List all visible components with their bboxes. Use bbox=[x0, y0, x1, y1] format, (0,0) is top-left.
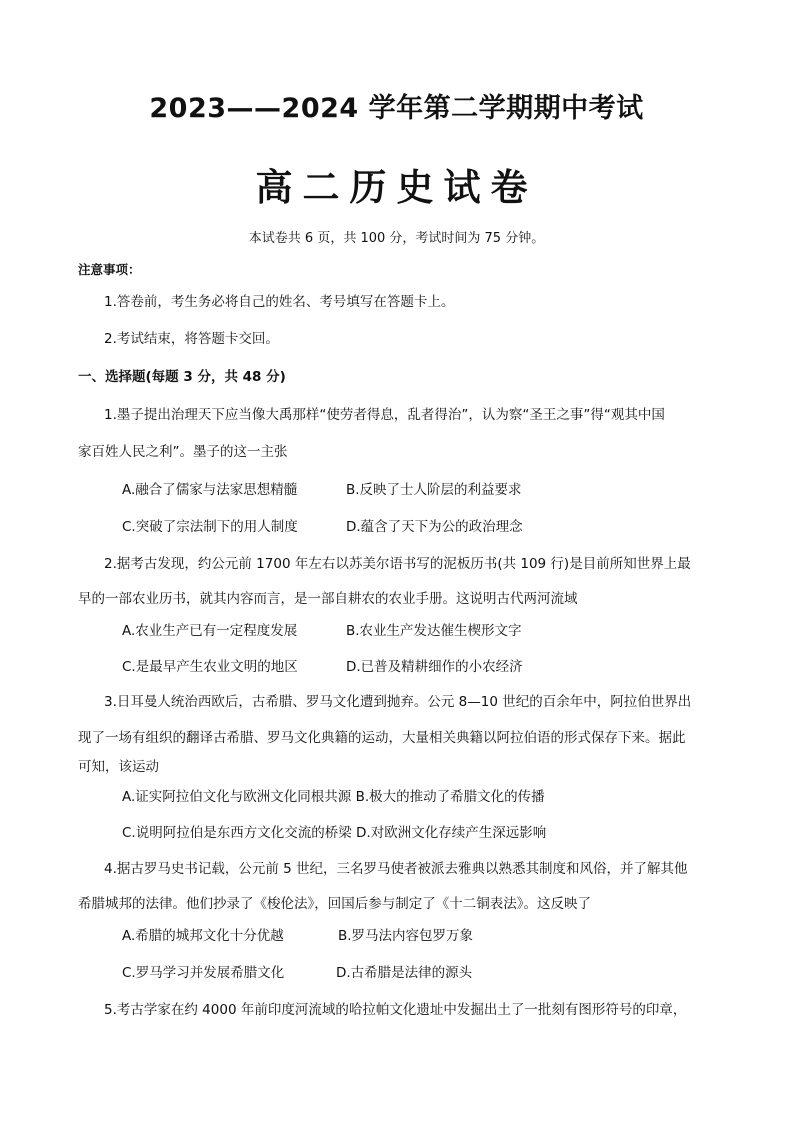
question-4-option-c: C.罗马学习并发展希腊文化 bbox=[122, 965, 285, 981]
question-5-line: 5.考古学家在约 4000 年前印度河流域的哈拉帕文化遗址中发掘出土了一批刻有图形符号的印章， bbox=[104, 1002, 687, 1018]
question-1-option-d: D.蕴含了天下为公的政治理念 bbox=[346, 519, 523, 535]
question-1-option-b: B.反映了士人阶层的利益要求 bbox=[346, 482, 522, 498]
question-3-option-ab: A.证实阿拉伯文化与欧洲文化同根共源 B.极大的推动了希腊文化的传播 bbox=[122, 789, 545, 805]
question-2-option-a: A.农业生产已有一定程度发展 bbox=[122, 623, 298, 639]
question-1-option-c: C.突破了宗法制下的用人制度 bbox=[122, 519, 298, 535]
question-2-option-b: B.农业生产发达催生楔形文字 bbox=[346, 623, 522, 639]
exam-subtitle: 高二历史试卷 bbox=[255, 166, 538, 209]
notice-heading: 注意事项： bbox=[78, 262, 141, 277]
notice-item: 1.答卷前，考生务必将自己的姓名、考号填写在答题卡上。 bbox=[104, 294, 455, 310]
question-3-line: 可知，该运动 bbox=[78, 759, 159, 775]
question-4-line: 希腊城邦的法律。他们抄录了《梭伦法》，回国后参与制定了《十二铜表法》。这反映了 bbox=[78, 896, 591, 912]
question-4-option-b: B.罗马法内容包罗万象 bbox=[338, 928, 474, 944]
question-3-line: 3.日耳曼人统治西欧后，古希腊、罗马文化遭到抛弃。公元 8—10 世纪的百余年中，阿拉伯世界出 bbox=[104, 694, 692, 710]
question-2-line: 2.据考古发现，约公元前 1700 年左右以苏美尔语书写的泥板历书(共 109 行)是目前所知世界上最 bbox=[104, 556, 691, 572]
question-2-option-d: D.已普及精耕细作的小农经济 bbox=[346, 659, 523, 675]
exam-title: 2023——2024 学年第二学期期中考试 bbox=[149, 93, 644, 124]
question-3-line: 现了一场有组织的翻译古希腊、罗马文化典籍的运动，大量相关典籍以阿拉伯语的形式保存下来。据此 bbox=[78, 730, 686, 746]
question-2-line: 早的一部农业历书，就其内容而言，是一部自耕农的农业手册。这说明古代两河流域 bbox=[78, 591, 578, 607]
question-4-option-d: D.古希腊是法律的源头 bbox=[336, 965, 473, 981]
question-1-option-a: A.融合了儒家与法家思想精髓 bbox=[122, 482, 298, 498]
question-4-line: 4.据古罗马史书记载，公元前 5 世纪，三名罗马使者被派去雅典以熟悉其制度和风俗，并了解其他 bbox=[104, 861, 688, 877]
exam-info: 本试卷共 6 页，共 100 分，考试时间为 75 分钟。 bbox=[248, 231, 545, 246]
question-1-line: 家百姓人民之利”。墨子的这一主张 bbox=[78, 444, 288, 460]
question-4-option-a: A.希腊的城邦文化十分优越 bbox=[122, 928, 284, 944]
question-2-option-c: C.是最早产生农业文明的地区 bbox=[122, 659, 298, 675]
question-1-line: 1.墨子提出治理天下应当像大禹那样“使劳者得息，乱者得治”，认为察“圣王之事”得“观其中国 bbox=[104, 407, 665, 423]
question-3-option-cd: C.说明阿拉伯是东西方文化交流的桥梁 D.对欧洲文化存续产生深远影响 bbox=[122, 825, 547, 841]
notice-item: 2.考试结束，将答题卡交回。 bbox=[104, 331, 279, 347]
section-heading: 一、选择题(每题 3 分，共 48 分) bbox=[78, 369, 286, 385]
